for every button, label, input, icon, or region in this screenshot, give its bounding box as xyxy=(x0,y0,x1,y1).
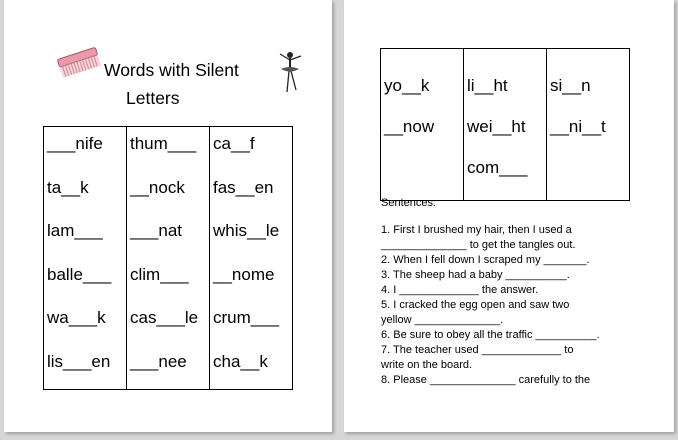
word-column-2 xyxy=(464,49,547,201)
silent-letter-word-grid-continued xyxy=(380,48,630,201)
word-blank: clim___ xyxy=(130,264,189,284)
word-blank: si__n xyxy=(550,76,591,95)
worksheet-title xyxy=(104,56,274,112)
word-blank: __nock xyxy=(130,177,185,197)
word-blank: ___nee xyxy=(130,351,187,371)
word-blank: com___ xyxy=(467,158,528,177)
word-column-1 xyxy=(44,127,127,390)
sentences-section xyxy=(381,196,641,388)
sentence-line: 5. I cracked the egg open and saw two xyxy=(381,299,570,311)
word-blank: lis___en xyxy=(47,351,111,371)
comb-icon xyxy=(55,45,103,79)
sentence-line: 6. Be sure to obey all the traffic __________. xyxy=(381,329,600,341)
word-blank: wei__ht xyxy=(467,117,526,136)
silent-letter-word-grid xyxy=(43,126,293,390)
word-blank: ca__f xyxy=(213,134,255,153)
sentence-line: 1. First I brushed my hair, then I used a xyxy=(381,224,572,236)
sentence-line: ______________ to get the tangles out. xyxy=(381,239,576,251)
sentence-line: 7. The teacher used _____________ to xyxy=(381,344,574,356)
sentences-header: Sentences: xyxy=(381,197,437,209)
sentence-line: write on the board. xyxy=(381,359,473,371)
word-blank: cas___le xyxy=(130,308,199,328)
word-blank: cha__k xyxy=(213,351,268,371)
title-line-2: Letters xyxy=(126,88,180,108)
sentence-line: 8. Please ______________ carefully to the xyxy=(381,374,591,386)
sentence-line: yellow ______________. xyxy=(381,314,504,326)
word-column-1 xyxy=(381,49,464,201)
sentence-line: 2. When I fell down I scraped my _______. xyxy=(381,254,590,266)
word-blank: li__ht xyxy=(467,76,508,95)
word-blank: wa___k xyxy=(47,308,106,328)
word-blank: ___nife xyxy=(47,134,103,153)
word-blank: ___nat xyxy=(130,221,182,241)
word-column-2 xyxy=(127,127,210,390)
word-blank: __ni__t xyxy=(550,117,606,136)
word-column-3 xyxy=(210,127,293,390)
word-column-3 xyxy=(547,49,630,201)
word-blank: yo__k xyxy=(384,76,430,95)
word-blank: whis__le xyxy=(213,221,280,241)
word-blank: ta__k xyxy=(47,177,89,197)
word-blank: __now xyxy=(384,117,435,136)
word-blank: __nome xyxy=(213,264,275,284)
title-line-1: Words with Silent xyxy=(104,60,239,80)
ballerina-icon xyxy=(276,50,304,94)
sentence-line: 3. The sheep had a baby __________. xyxy=(381,269,570,281)
word-blank: crum___ xyxy=(213,308,280,328)
word-blank: thum___ xyxy=(130,134,197,153)
word-blank: balle___ xyxy=(47,264,112,284)
word-blank: fas__en xyxy=(213,177,274,197)
sentence-line: 4. I _____________ the answer. xyxy=(381,284,539,296)
word-blank: lam___ xyxy=(47,221,103,241)
